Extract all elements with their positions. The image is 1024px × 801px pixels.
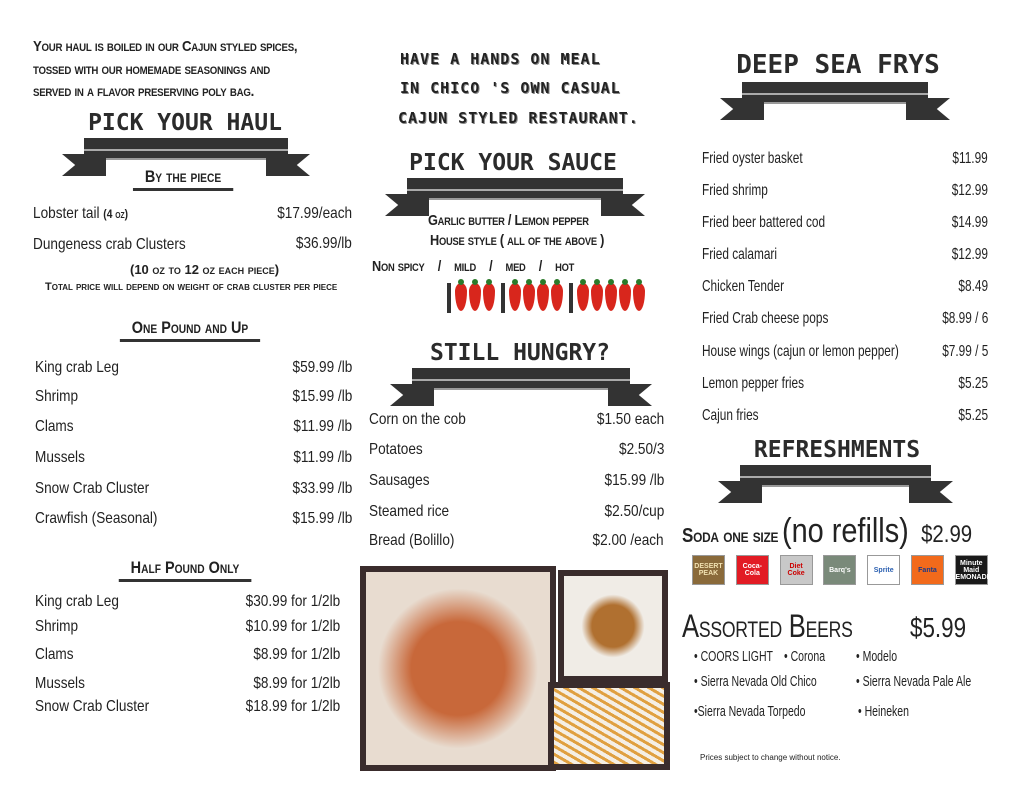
chili-pepper-icon <box>551 283 563 311</box>
menu-item: Dungeness crab Clusters <box>33 236 186 253</box>
sauce-house-style: House style ( all of the above ) <box>430 232 605 249</box>
menu-item-price: $30.99 for 1/2lb <box>245 593 340 610</box>
menu-item-price: $7.99 / 5 <box>941 343 988 360</box>
assorted-beers-heading: Assorted Beers <box>682 608 853 644</box>
soda-brand-logo: Sprite <box>867 555 900 585</box>
beer-item: • Modelo <box>856 648 898 665</box>
refreshments-heading: REFRESHMENTS <box>753 437 921 463</box>
soda-brand-logo: Barq's <box>823 555 856 585</box>
menu-item-price: $11.99 <box>952 150 988 167</box>
spice-levels: Non spicy / mild / med / hot <box>372 258 575 275</box>
menu-item-name: King crab Leg <box>35 593 119 610</box>
item-price: $17.99/each <box>277 205 352 222</box>
menu-item-price: $10.99 for 1/2lb <box>245 618 340 635</box>
item-price: $36.99/lb <box>296 235 352 252</box>
level-divider <box>501 283 505 313</box>
menu-item-name: Fried Crab cheese pops <box>702 310 829 327</box>
chili-pepper-icon <box>577 283 589 311</box>
one-pound-heading: One Pound and Up <box>120 318 260 342</box>
beer-item: • Sierra Nevada Pale Ale <box>856 673 972 690</box>
menu-item <box>33 205 128 223</box>
menu-item-price: $1.50 each <box>596 411 664 428</box>
menu-item-name: Fried calamari <box>702 246 778 263</box>
menu-item-price: $15.99 /lb <box>292 510 352 527</box>
chili-pepper-icon <box>469 283 481 311</box>
menu-item-price: $2.50/3 <box>618 441 664 458</box>
menu-item-name: Chicken Tender <box>702 278 785 295</box>
beer-item: •Sierra Nevada Torpedo <box>694 703 806 720</box>
menu-item-name: Fried oyster basket <box>702 150 803 167</box>
menu-item-price: $59.99 /lb <box>292 359 352 376</box>
menu-item-price: $8.99 / 6 <box>941 310 988 327</box>
chili-pepper-icon <box>523 283 535 311</box>
menu-item-price: $15.99 /lb <box>604 472 664 489</box>
tagline: CAJUN STYLED RESTAURANT. <box>398 109 639 127</box>
level-divider <box>447 283 451 313</box>
soda-brand-logo: Diet Coke <box>780 555 813 585</box>
soda-note: (no refills) <box>781 512 909 550</box>
chili-pepper-icon <box>633 283 645 311</box>
ribbon-banner <box>390 368 652 408</box>
menu-item-name: Shrimp <box>35 618 79 635</box>
menu-item-name: Mussels <box>35 449 85 466</box>
menu-item-price: $5.25 <box>958 407 988 424</box>
beer-item: • Sierra Nevada Old Chico <box>694 673 817 690</box>
price-note: Total price will depend on weight of crab cluster per piece <box>45 281 338 293</box>
intro-line: tossed with our homemade seasonings and <box>33 61 270 78</box>
by-the-piece-heading: By the piece <box>133 167 233 191</box>
soda-brand-logo: DESERT PEAK <box>692 555 725 585</box>
tagline: IN CHICO 'S OWN CASUAL <box>400 79 621 97</box>
menu-item-note: (4 oz) <box>103 207 129 221</box>
level-divider <box>569 283 573 313</box>
soda-price: $2.99 <box>921 521 973 548</box>
menu-item-price: $33.99 /lb <box>292 480 352 497</box>
spice-level-peppers <box>443 283 647 313</box>
intro-line: Your haul is boiled in our Cajun styled spices, <box>33 38 298 55</box>
menu-item-price: $2.00 /each <box>592 532 664 549</box>
pick-your-haul-heading: PICK YOUR HAUL <box>88 110 282 136</box>
menu-item-name: Shrimp <box>35 388 79 405</box>
ribbon-banner <box>718 465 953 505</box>
soda-line <box>682 512 972 551</box>
chili-pepper-icon <box>591 283 603 311</box>
menu-item-name: Sausages <box>369 472 430 489</box>
menu-item-name: Potatoes <box>369 441 423 458</box>
menu-item-name: Fried shrimp <box>702 182 768 199</box>
menu-item-name: House wings (cajun or lemon pepper) <box>702 343 899 360</box>
menu-item-name: Crawfish (Seasonal) <box>35 510 158 527</box>
menu-item-name: King crab Leg <box>35 359 119 376</box>
beer-item: • COORS LIGHT <box>694 648 773 665</box>
ribbon-banner <box>720 82 950 122</box>
menu-item-name: Snow Crab Cluster <box>35 480 150 497</box>
menu-item-price: $18.99 for 1/2lb <box>245 698 340 715</box>
fried-food-photo <box>558 570 668 682</box>
beer-price: $5.99 <box>910 612 967 643</box>
soda-label: Soda one size <box>682 525 779 547</box>
menu-item-name: Clams <box>35 646 74 663</box>
fries-photo <box>548 682 670 770</box>
menu-item-name: Bread (Bolillo) <box>369 532 455 549</box>
beer-item: • Corona <box>784 648 826 665</box>
sauce-options: Garlic butter / Lemon pepper <box>428 212 589 229</box>
menu-item-price: $12.99 <box>951 182 988 199</box>
still-hungry-heading: STILL HUNGRY? <box>429 340 611 366</box>
half-pound-heading: Half Pound Only <box>119 558 251 582</box>
menu-item-price: $2.50/cup <box>604 503 664 520</box>
menu-item-price: $8.49 <box>958 278 988 295</box>
chili-pepper-icon <box>537 283 549 311</box>
menu-item-name: Corn on the cob <box>369 411 466 428</box>
crab-weight-note: (10 oz to 12 oz each piece) <box>130 262 280 277</box>
deep-sea-frys-heading: DEEP SEA FRYS <box>736 50 940 80</box>
menu-item-name: Lemon pepper fries <box>702 375 805 392</box>
chili-pepper-icon <box>483 283 495 311</box>
menu-item-price: $11.99 /lb <box>293 449 352 466</box>
menu-item-name: Mussels <box>35 675 85 692</box>
pick-your-sauce-heading: PICK YOUR SAUCE <box>409 150 617 176</box>
menu-item-price: $11.99 /lb <box>293 418 352 435</box>
soda-brand-logo: Fanta <box>911 555 944 585</box>
menu-item-name: Snow Crab Cluster <box>35 698 150 715</box>
chili-pepper-icon <box>455 283 467 311</box>
menu-item-price: $8.99 for 1/2lb <box>253 675 340 692</box>
intro-line: served in a flavor preserving poly bag. <box>33 83 255 100</box>
chili-pepper-icon <box>619 283 631 311</box>
price-notice: Prices subject to change without notice. <box>700 753 841 762</box>
menu-item-name: Cajun fries <box>702 407 759 424</box>
menu-item-price: $14.99 <box>951 214 988 231</box>
menu-item-name: Steamed rice <box>369 503 450 520</box>
menu-item-price: $5.25 <box>958 375 988 392</box>
chili-pepper-icon <box>605 283 617 311</box>
menu-item-price: $15.99 /lb <box>292 388 352 405</box>
soda-brand-logo: Minute Maid LEMONADE <box>955 555 988 585</box>
menu-item-name: Clams <box>35 418 74 435</box>
chili-pepper-icon <box>509 283 521 311</box>
menu-item-name: Fried beer battered cod <box>702 214 826 231</box>
menu-item-price: $8.99 for 1/2lb <box>253 646 340 663</box>
tagline: HAVE A HANDS ON MEAL <box>400 50 601 68</box>
menu-item-price: $12.99 <box>951 246 988 263</box>
beer-item: • Heineken <box>858 703 909 720</box>
seafood-boil-photo <box>360 566 556 771</box>
menu-item-name: Lobster tail <box>33 205 100 222</box>
soda-brand-logo: Coca-Cola <box>736 555 769 585</box>
